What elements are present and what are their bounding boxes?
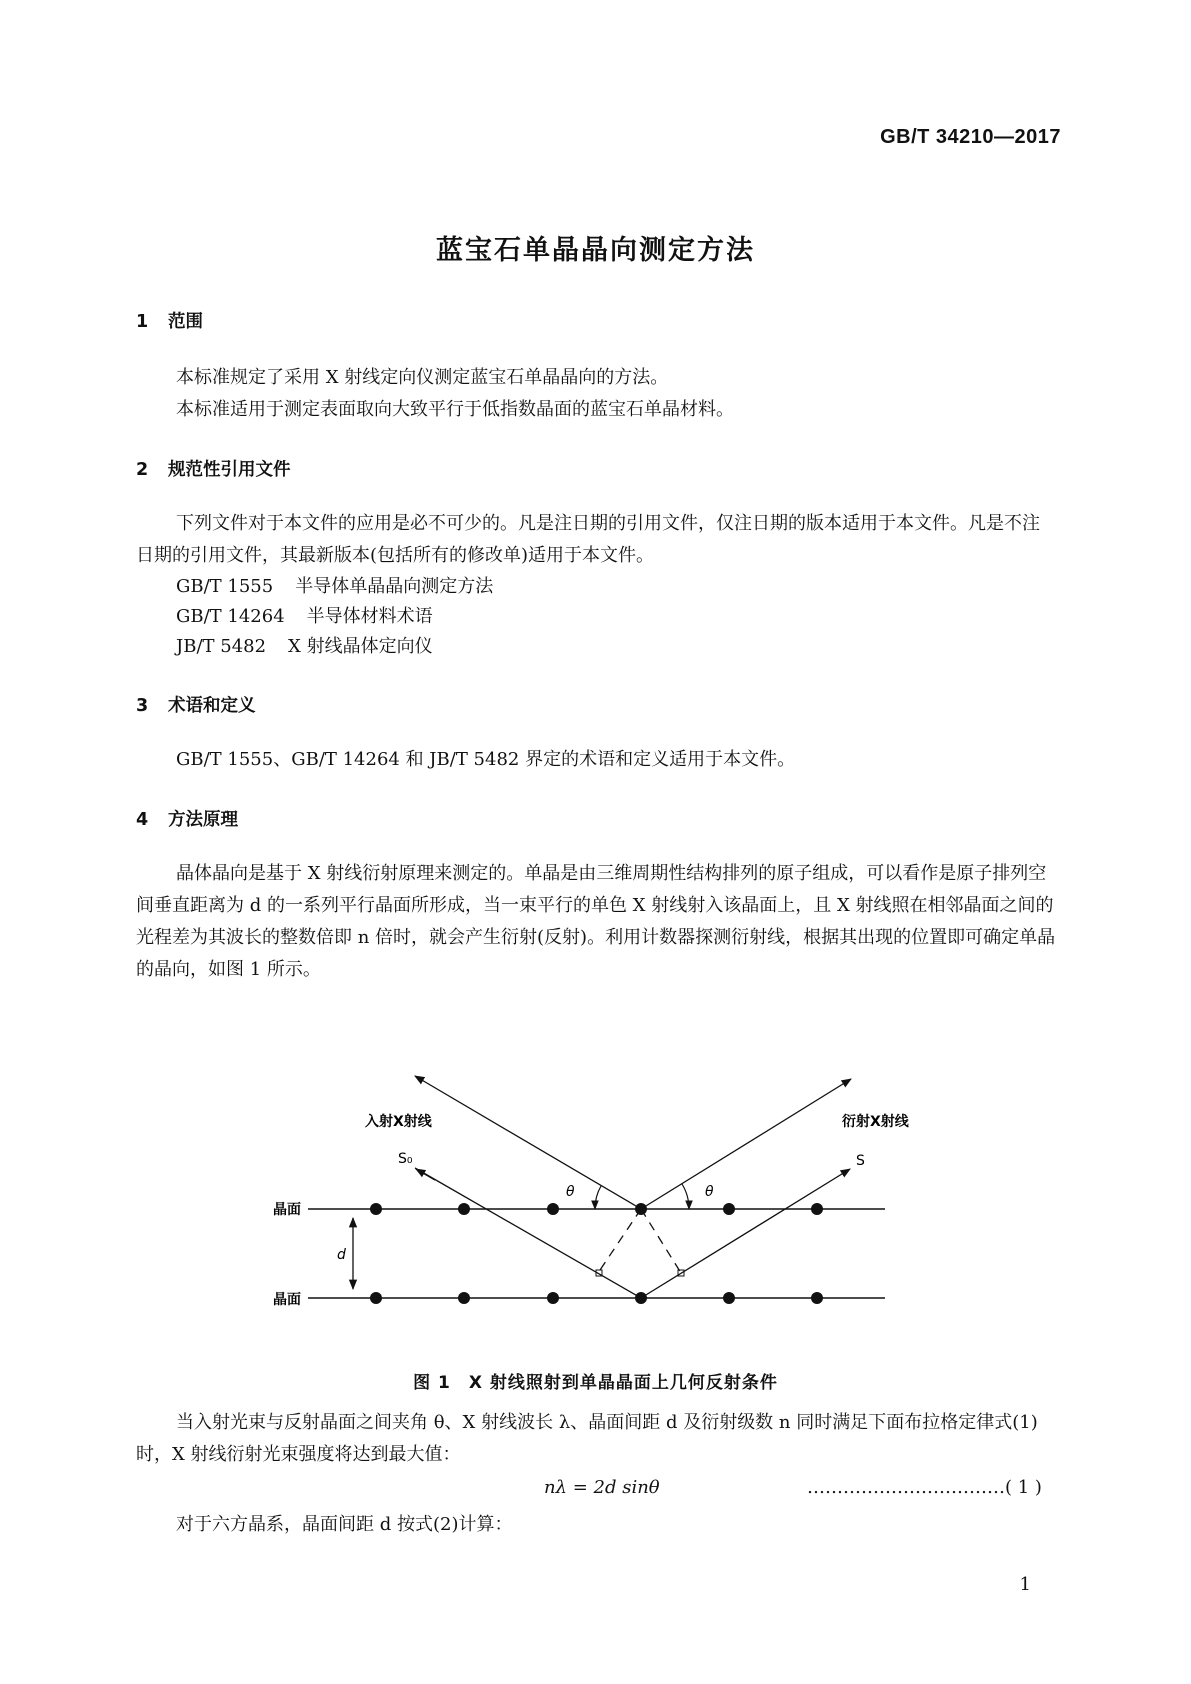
standard-number: GB/T 34210—2017: [880, 126, 1061, 148]
path-difference-dashed: [598, 1209, 641, 1273]
reference-name: 半导体单晶晶向测定方法: [295, 576, 494, 597]
incident-ray: [415, 1076, 641, 1209]
reference-code: GB/T 1555: [176, 576, 274, 597]
reference-name: 半导体材料术语: [306, 606, 433, 627]
diffracted-label: 衍射X射线: [842, 1114, 909, 1130]
diffracted-ray-s: [641, 1169, 850, 1298]
section-number: 4: [136, 810, 149, 830]
paragraph: GB/T 1555、GB/T 14264 和 JB/T 5482 界定的术语和定义适用于本文件。: [176, 749, 796, 770]
reference-code: GB/T 14264: [176, 606, 285, 627]
path-difference-dashed: [641, 1209, 681, 1273]
equation-number: ……………………………( 1 ): [807, 1477, 1042, 1498]
theta-label-left: θ: [566, 1184, 575, 1200]
section-number: 1: [136, 312, 149, 332]
page-number: 1: [1019, 1574, 1031, 1595]
section-title: 规范性引用文件: [168, 460, 291, 480]
s-label: S: [856, 1153, 865, 1169]
section-title: 范围: [168, 312, 203, 332]
incident-ray-s0: [415, 1168, 641, 1298]
document-title: 蓝宝石单晶晶向测定方法: [436, 235, 755, 266]
reference-name: X 射线晶体定向仪: [288, 636, 433, 657]
incident-label: 入射X射线: [365, 1114, 432, 1130]
plane-label-top: 晶面: [273, 1202, 301, 1218]
section-number: 3: [136, 696, 149, 716]
s0-label: S₀: [398, 1151, 413, 1167]
plane-label-bottom: 晶面: [273, 1292, 301, 1308]
figure-caption: 图 1 X 射线照射到单晶晶面上几何反射条件: [413, 1373, 778, 1393]
paragraph: 下列文件对于本文件的应用是必不可少的。凡是注日期的引用文件，仅注日期的版本适用于本文件。凡是不注日期的引用文件，其最新版本(包括所有的修改单)适用于本文件。: [136, 513, 1040, 566]
paragraph: 晶体晶向是基于 X 射线衍射原理来测定的。单晶是由三维周期性结构排列的原子组成，可以看作是原子排列空间垂直距离为 d 的一系列平行晶面所形成，当一束平行的单色 X 射线射入该晶面上，且 X 射线照在相邻晶面之间的光程差为其波长的整数倍即 n 倍时，就会产生衍射(反射)。利用计数器探测衍射线，根据其出现的位置即可确定单晶的晶向，如图 1 所示。: [136, 863, 1056, 980]
equation: nλ = 2d sinθ: [544, 1477, 660, 1498]
section-title: 术语和定义: [168, 696, 256, 716]
section-title: 方法原理: [168, 810, 238, 830]
theta-arc-left: [595, 1186, 601, 1209]
diffracted-ray: [641, 1079, 851, 1209]
theta-arc-right: [682, 1184, 689, 1209]
paragraph: 当入射光束与反射晶面之间夹角 θ、X 射线波长 λ、晶面间距 d 及衍射级数 n 同时满足下面布拉格定律式(1)时，X 射线衍射光束强度将达到最大值：: [136, 1412, 1038, 1465]
paragraph: 本标准适用于测定表面取向大致平行于低指数晶面的蓝宝石单晶材料。: [176, 399, 734, 420]
theta-label-right: θ: [705, 1184, 714, 1200]
spacing-label: d: [337, 1247, 346, 1263]
paragraph: 本标准规定了采用 X 射线定向仪测定蓝宝石单晶晶向的方法。: [176, 367, 669, 388]
section-number: 2: [136, 460, 149, 480]
reference-code: JB/T 5482: [176, 636, 267, 657]
paragraph: 对于六方晶系，晶面间距 d 按式(2)计算：: [176, 1514, 513, 1535]
